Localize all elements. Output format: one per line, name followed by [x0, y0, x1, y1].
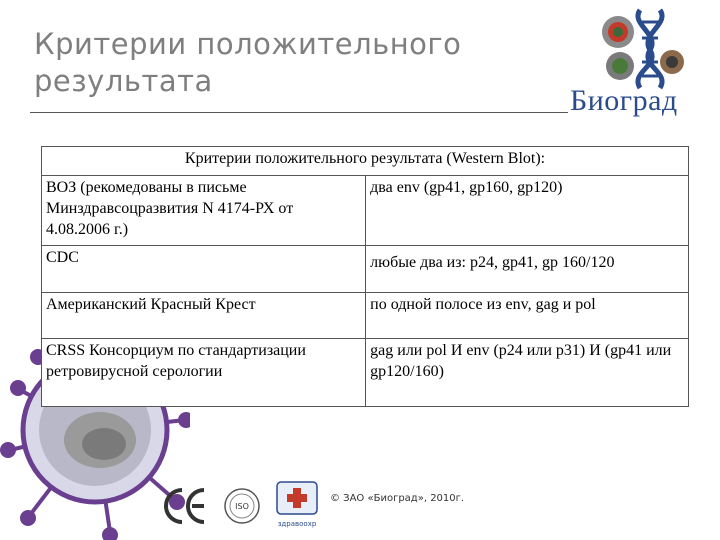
org-cell: CRSS Консорциум по стандартизации ретровирусной серологии — [42, 339, 366, 407]
criteria-cell: любые два из: p24, gp41, gp 160/120 — [366, 246, 689, 293]
table-row — [42, 246, 689, 293]
criteria-cell: два env (gp41, gp160, gp120) — [366, 176, 689, 246]
org-cell: CDC — [42, 246, 366, 293]
table-row — [42, 339, 689, 407]
badge1-text: ISO — [235, 502, 249, 511]
copyright-text: © ЗАО «Биоград», 2010г. — [330, 493, 465, 504]
title-divider — [30, 112, 568, 113]
health-ministry-badge-icon — [273, 480, 321, 530]
criteria-cell: gag или pol И env (p24 или p31) И (gp41 или gp120/160) — [366, 339, 689, 407]
criteria-cell: по одной полосе из env, gag и pol — [366, 293, 689, 339]
org-cell: ВОЗ (рекомедованы в письме Минздравсоцразвития N 4174-РХ от 4.08.2006 г.) — [42, 176, 366, 246]
table-header: Критерии положительного результата (Western Blot): — [42, 147, 689, 176]
logo-text: Биоград — [570, 84, 678, 117]
table-row — [42, 293, 689, 339]
iso-certification-icon — [223, 487, 261, 525]
table-row — [42, 176, 689, 246]
org-cell: Американский Красный Крест — [42, 293, 366, 339]
badge2-text: здравоохр — [277, 520, 317, 528]
criteria-table — [41, 146, 689, 407]
ce-mark-icon — [160, 482, 208, 530]
slide-title: Критерии положительного результата — [34, 27, 462, 98]
